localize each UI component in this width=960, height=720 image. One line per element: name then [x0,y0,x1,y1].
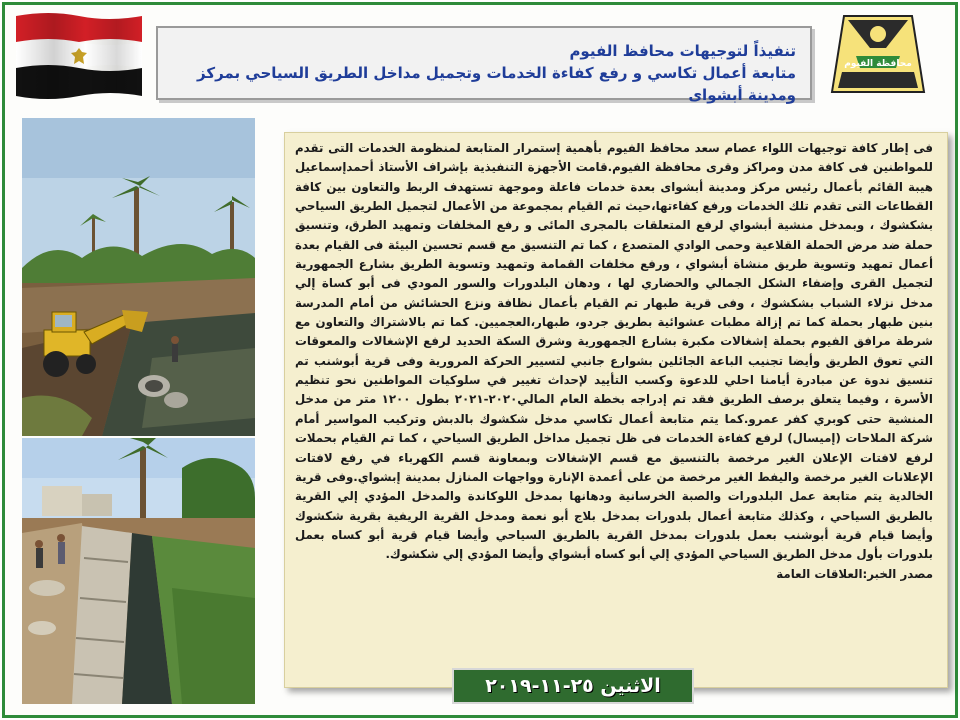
headline-line-2: متابعة أعمال تكاسي و رفع كفاءة الخدمات وتجميل مداخل الطريق السياحي بمركز ومدينة أبشواى [197,64,796,104]
news-source: مصدر الخبر:العلاقات العامة [776,566,933,581]
excavator-canal-photo [22,118,255,436]
fayoum-governorate-logo-icon [826,8,930,94]
article-body [284,132,948,688]
headline-line-1: تنفيذاً لتوجيهات محافظ الفيوم [569,42,796,60]
headline-box [156,26,812,104]
stone-lined-canal-photo [22,438,255,704]
article-text: فى إطار كافة توجيهات اللواء عصام سعد محافظ الفيوم بأهمية إستمرار المتابعة لمنظومة الخدمات التى تقدم للمواطنين فى كافة مدن ومراكز وقرى محافظة الفيوم.قامت الأجهزة التنفيذية بإشراف الأستاذ أحمدإسماعيل هيبة القائم بأعمال رئيس مركز ومدينة أبشواى بعدة خدمات فاعلة وموجهة تستهدف الربط والتعاون بين كافة القطاعات التى تقدم تلك الخدمات ورفع كفاءتها،حيث تم القيام بمجموعة من الأعمال لتجميل الطريق السياحي بشكشوك ، وبمدخل منشية أبشواي لرفع المتعلقات بالمجرى المائى و رفع المخلفات وتمهيد الطرق، وتنسيق حملة ضد مرض الحملة القلاعية وحمى الوادي المتصدع ، كما تم التنسيق مع قسم تحسين البيئة فى القيام بعدة أعمال تمهيد وتسوية طريق منشاة أبشواي ، ورفع مخلفات القمامة وتمهيد وتسوية الطريق بشارع الجمهورية لتجميل القرى وإضفاء الشكل الجمالي والحضاري لها ، ودهان البلدورات والسور المودي فى أبو كساة إلي مدخل نزلاء الشباب بشكشوك ، وفى قرية طبهار تم القيام بأعمال نظافة ونزع الحشائش من أمام المدرسة بنين طبهار بحملة كما تم إزالة مطبات عشوائية بطريق جردو، طبهار،العجميين. كما تم بالاشتراك والتعاون مع شرطة مرافق الفيوم بحملة إشغالات مكبرة بشارع الجمهورية وشرق السكة الحديد لرفع الإشغالات والمعوقات التي تعوق الطريق وأيضا تجنيب الباعة الجائلين بشوارع جانبي لتسيير الحركة المرورية وفى قرية أبوشنب تم تنسيق ندوة عن مبادرة أيامنا احلي للدعوة وكسب التأييد لإحداث تغيير في سلوكيات المواطنين نحو تنظيم الأسرة ، وفيما يتعلق برصف الطريق فقد تم إدراجه بخطة العام المالي٢٠٢٠-٢٠٢١ بطول ١٢٠٠ متر من مدخل المنشية حتى كوبري كفر عمرو.كما يتم متابعة أعمال تكاسي مدخل شكشوك بالدبش وتركيب المواسير أمام شركة الملاحات (إميسال) لرفع كفاءة الخدمات فى ظل تجميل مداخل الطريق السياحي ، كما تم القيام بحملات لرفع لافتات الإعلان الغير مرخصة بالتنسيق مع قسم الإشغالات وبمعاونة قسم الكهرباء في رفع لافتات الإعلانات الغير مرخصة واليفط الغير مرخصة من على أعمدة الإنارة وواجهات المنازل بمدينة إبشواي.وفى قرية الخالدية يتم متابعة عمل البلدورات والصبة الخرسانية ودهانها بمدخل اللوكاندة والمدخل المؤدي إلي القرية بالطريق السياحي ، وكذلك متابعة أعمال بلدورات بمدخل بلاج أبو نعمة ومدخل القرية الريفية بقرية شكشوك وأيضا قيام قرية أبوشنب بعمل بلدورات بمدخل القرية بالطريق السياحي وأيضا قيام قرية أبو كساه بعمل بلدورات بأول مدخل الطريق السياحي المؤدي إلي أبو كساه أبشواي وأيضا المؤدي إلي شكشوك. [295,141,933,562]
svg-text:محافظة الفيوم: محافظة الفيوم [844,59,912,69]
date-banner [452,668,694,704]
egypt-flag-icon [14,10,144,102]
date-text: الاثنين ٢٥-١١-٢٠١٩ [485,675,661,697]
